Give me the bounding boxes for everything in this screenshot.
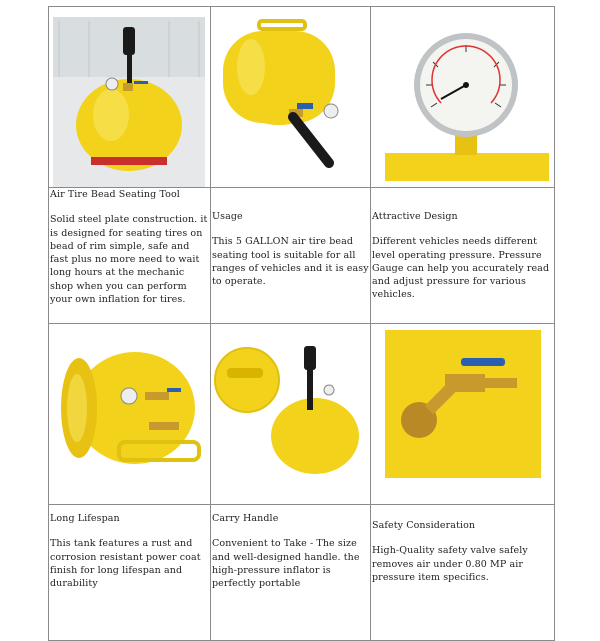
feature-description: This 5 GALLON air tire bead seating tool is suitable for all ranges of vehicles and it is easy to operate. — [212, 236, 369, 288]
feature-table — [48, 6, 555, 641]
image-cell-carry-handle — [211, 324, 371, 505]
feature-title: Attractive Design — [372, 211, 458, 222]
feature-title: Usage — [212, 211, 243, 222]
feature-title: Long Lifespan — [50, 513, 120, 524]
feature-cell-design — [371, 188, 555, 324]
feature-cell-usage — [211, 188, 371, 324]
tank-with-hose-image — [49, 7, 209, 187]
image-cell-tank-with-hose — [49, 7, 211, 188]
safety-valve-image — [371, 324, 555, 484]
image-cell-safety-valve — [371, 324, 555, 505]
feature-title: Safety Consideration — [372, 520, 476, 531]
feature-description: Solid steel plate construction. it is designed for seating tires on bead of rim simple, safe and fast plus no more need to wait long hours at the mechanic shop when you can perform your own inflation for tires. — [50, 214, 208, 306]
carry-handle-image — [211, 324, 371, 484]
feature-description: This tank features a rust and corrosion resistant power coat finish for long lifespan and durability — [50, 538, 201, 590]
feature-cell-bead-seating — [49, 188, 211, 324]
feature-cell-carry-handle — [211, 505, 371, 641]
image-cell-pressure-gauge — [371, 7, 555, 188]
feature-description: High-Quality safety valve safely removes air under 0.80 MP air pressure item specifics. — [372, 545, 528, 583]
product-feature-grid — [48, 6, 554, 590]
image-cell-tank-valves — [49, 324, 211, 505]
feature-title: Carry Handle — [212, 513, 279, 524]
feature-cell-safety — [371, 505, 555, 641]
tank-side-image — [211, 7, 371, 187]
feature-cell-lifespan — [49, 505, 211, 641]
feature-title: Air Tire Bead Seating Tool — [50, 189, 180, 200]
image-cell-tank-side — [211, 7, 371, 188]
feature-description: Convenient to Take - The size and well-designed handle. the high-pressure inflator is perfectly portable — [212, 538, 360, 590]
pressure-gauge-image — [371, 7, 555, 187]
feature-description: Different vehicles needs different level operating pressure. Pressure Gauge can help you accurately read and adjust pressure for various vehicles. — [372, 236, 550, 301]
tank-valves-image — [49, 324, 209, 484]
